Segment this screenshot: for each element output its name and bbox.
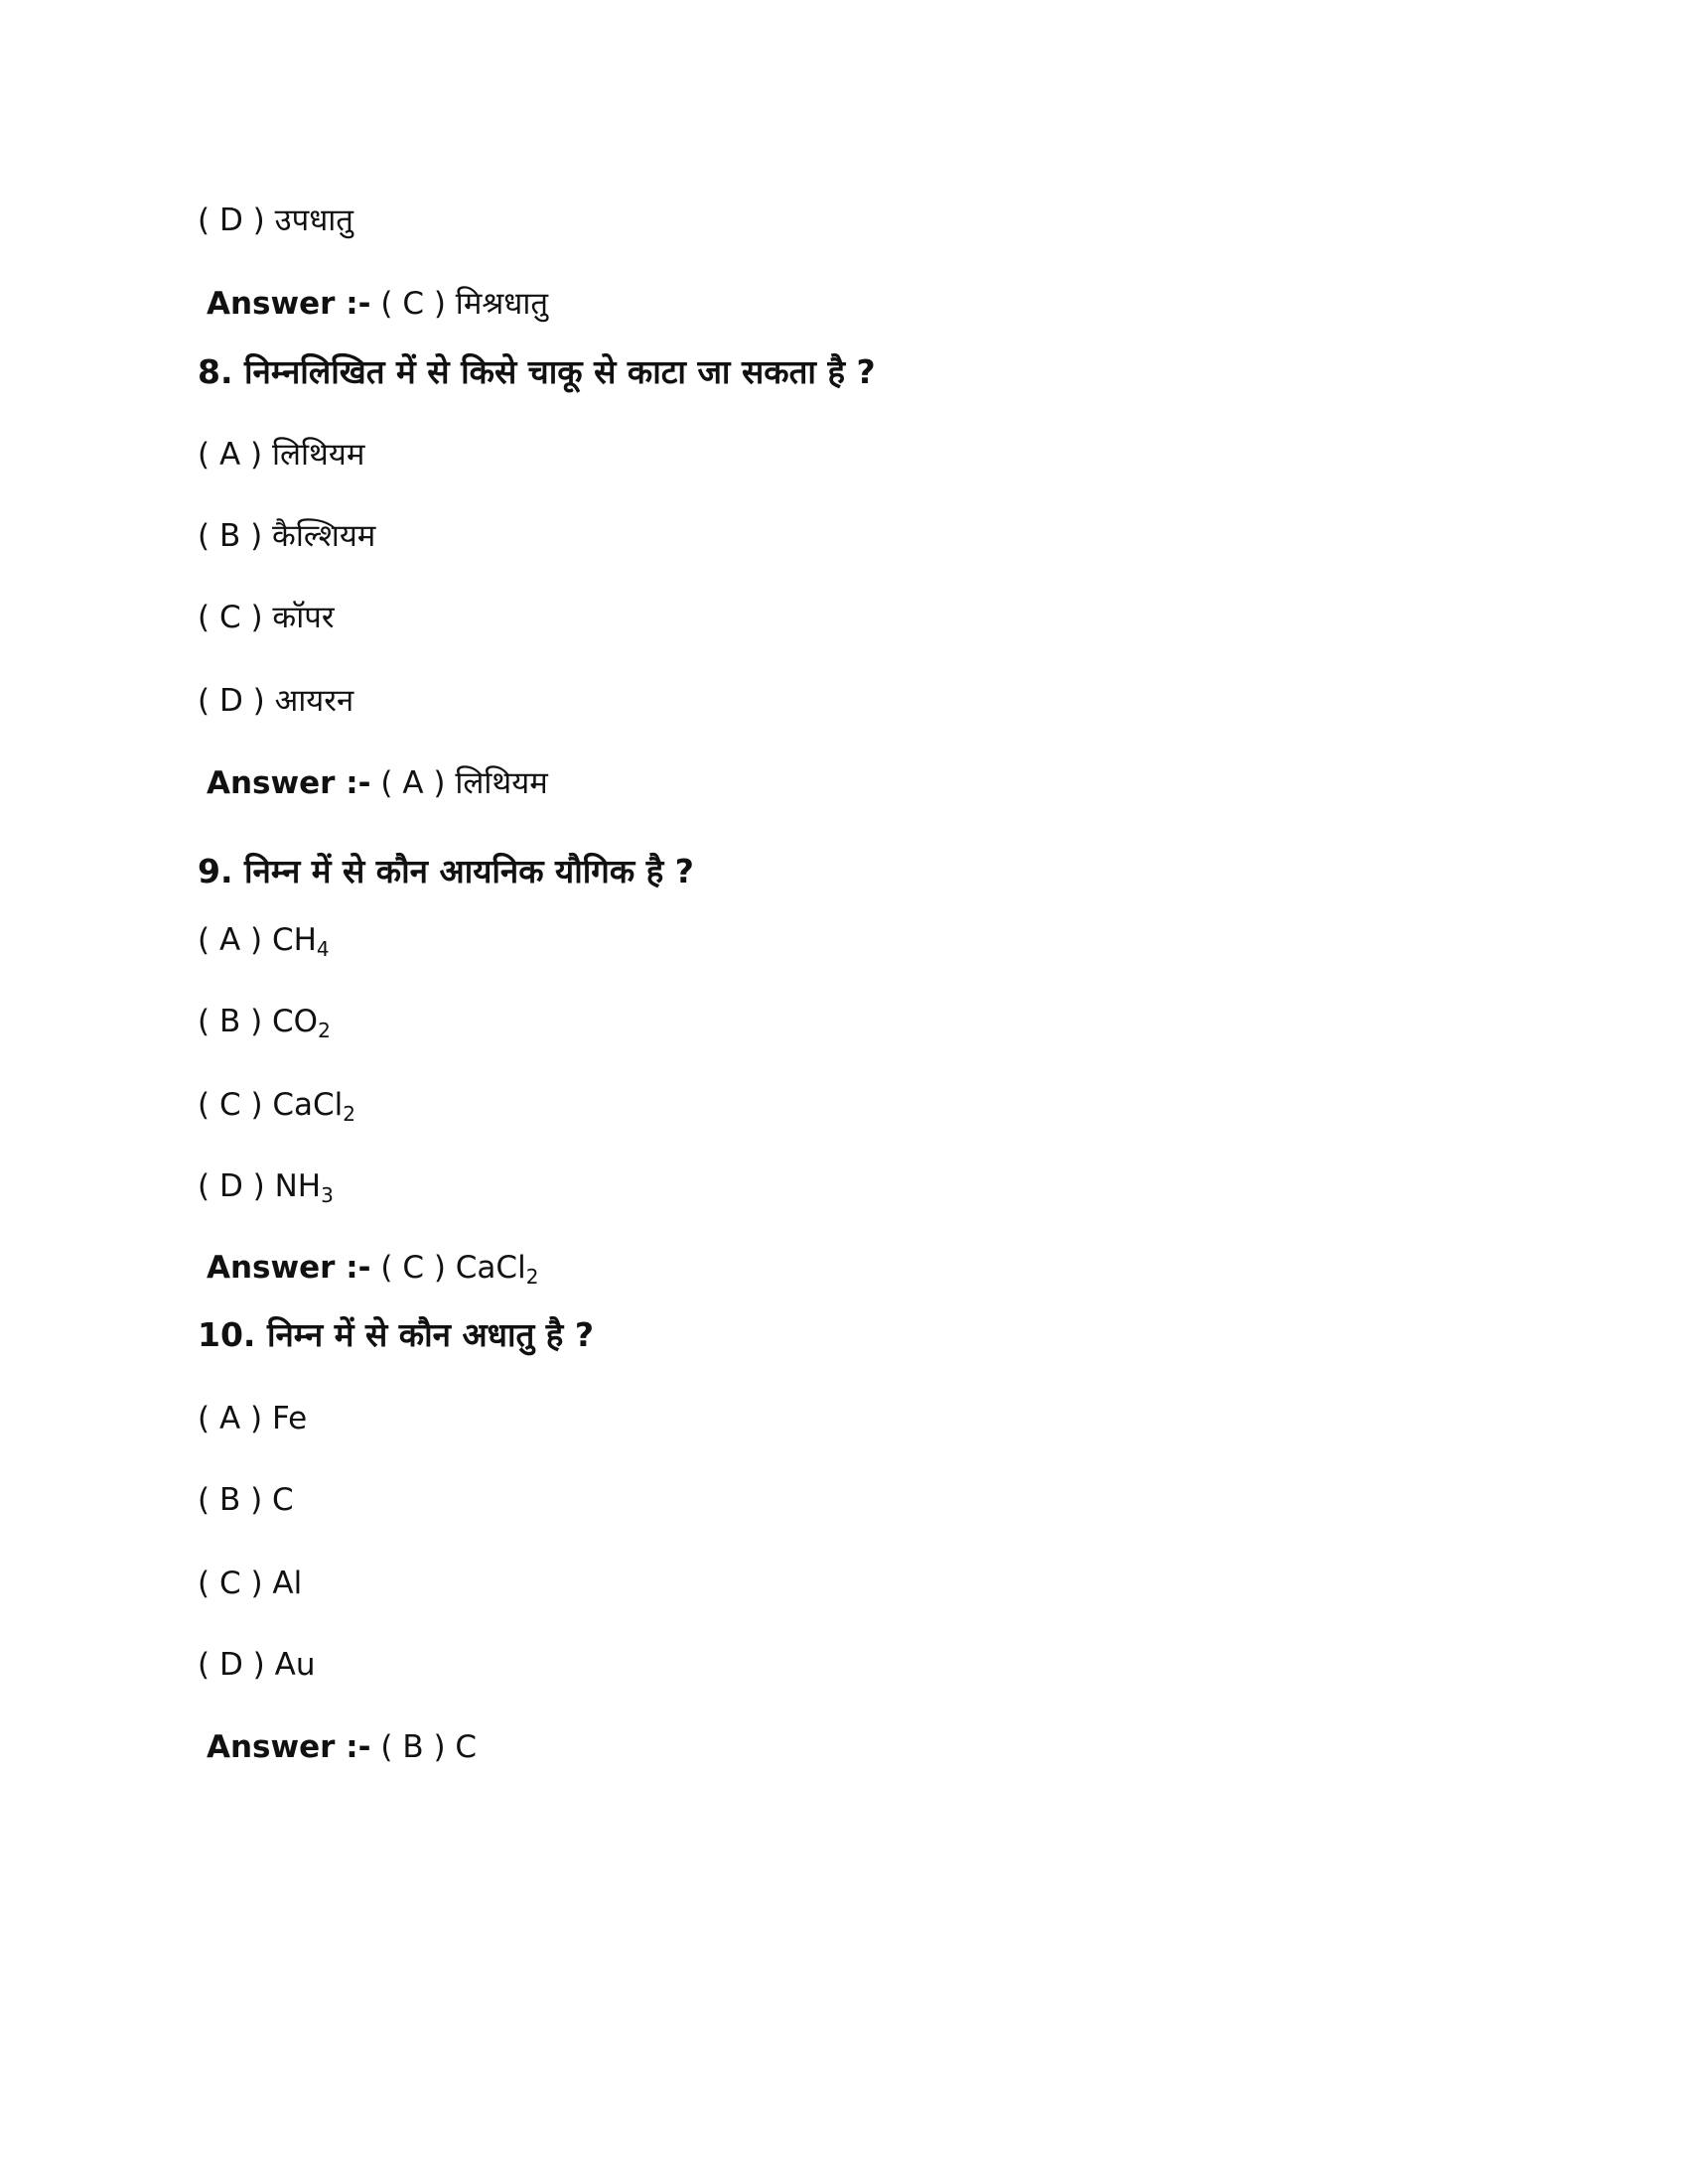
- q10-question: 10. निम्न में से कौन अधातु है ?: [198, 1315, 594, 1354]
- q8-option-d: ( D ) आयरन: [198, 683, 354, 719]
- q9-answer: [207, 1246, 538, 1298]
- q10-option-d: ( D ) Au: [198, 1647, 316, 1683]
- q8-answer: [207, 761, 548, 805]
- q8-question: 8. निम्नलिखित में से किसे चाकू से काटा जा सकता है ?: [198, 352, 876, 391]
- q10-answer: [207, 1725, 477, 1769]
- q9-question: 9. निम्न में से कौन आयनिक यौगिक है ?: [198, 852, 694, 890]
- q8-option-c: ( C ) कॉपर: [198, 600, 335, 635]
- option-text: ( C ) CaCl: [198, 1087, 344, 1123]
- answer-value: ( C ) CaCl: [380, 1250, 526, 1286]
- answer-value: ( B ) C: [380, 1729, 478, 1765]
- q9-option-b: [198, 1000, 331, 1052]
- answer-label: Answer :-: [207, 286, 371, 322]
- subscript: 4: [316, 937, 330, 961]
- q8-option-a: ( A ) लिथियम: [198, 437, 365, 473]
- subscript: 2: [318, 1019, 331, 1042]
- q10-option-c: ( C ) Al: [198, 1566, 303, 1601]
- answer-value: ( A ) लिथियम: [380, 765, 548, 801]
- subscript: 2: [525, 1265, 539, 1289]
- subscript: 2: [343, 1102, 356, 1126]
- q9-option-d: [198, 1164, 334, 1217]
- option-text: ( B ) CO: [198, 1004, 319, 1039]
- answer-label: Answer :-: [207, 1250, 371, 1286]
- answer-label: Answer :-: [207, 765, 371, 801]
- subscript: 3: [321, 1183, 334, 1207]
- q7-answer: [207, 282, 548, 326]
- answer-value: ( C ) मिश्रधातु: [380, 286, 549, 322]
- q10-option-a: ( A ) Fe: [198, 1401, 308, 1436]
- q9-option-a: [198, 918, 330, 971]
- q9-option-c: [198, 1083, 355, 1136]
- option-text: ( D ) NH: [198, 1168, 322, 1204]
- q10-option-b: ( B ) C: [198, 1482, 294, 1518]
- q7-option-d: ( D ) उपधातु: [198, 203, 353, 238]
- q8-option-b: ( B ) कैल्शियम: [198, 518, 376, 554]
- option-text: ( A ) CH: [198, 922, 317, 958]
- answer-label: Answer :-: [207, 1729, 371, 1765]
